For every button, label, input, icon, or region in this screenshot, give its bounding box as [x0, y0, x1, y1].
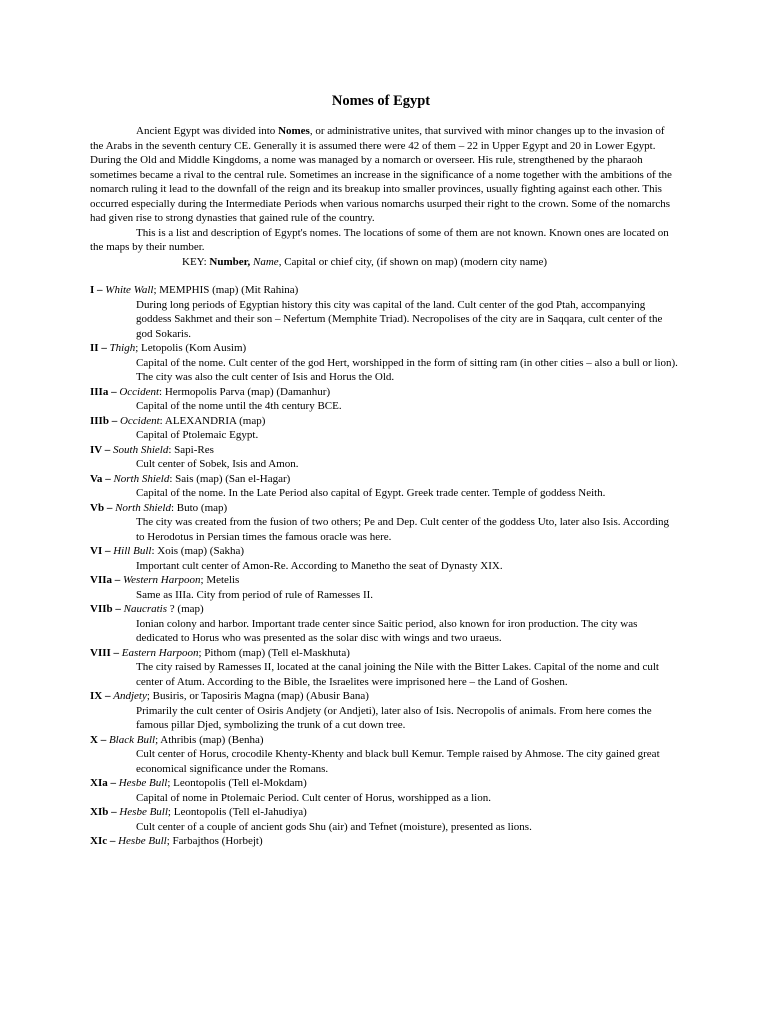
nome-separator: – — [107, 777, 119, 789]
nome-separator: – — [102, 545, 114, 557]
nome-entry-heading — [90, 573, 680, 588]
nome-entry-heading — [90, 544, 680, 559]
nome-name: Andjety — [113, 690, 147, 702]
nome-name: Naucratis — [123, 603, 168, 615]
nome-number: I — [90, 284, 95, 296]
nome-entry — [90, 689, 680, 733]
nome-name: Hesbe Bull — [118, 835, 167, 847]
key-rest: , Capital or chief city, (if shown on map) (modern city name) — [278, 255, 548, 268]
page-title: Nomes of Egypt — [331, 93, 431, 109]
nome-number: Va — [90, 472, 103, 485]
nome-description: Capital of the nome until the 4th century BCE. — [136, 400, 342, 412]
nome-separator: – — [98, 342, 110, 354]
nome-entry-heading — [90, 805, 680, 820]
nome-number: X — [90, 733, 98, 746]
nome-entry — [90, 733, 680, 777]
key-legend — [90, 255, 680, 270]
nome-capital: : Xois (map) (Sakha) — [151, 545, 244, 557]
nome-separator: – — [102, 690, 114, 702]
nome-description: The city was created from the fusion of two others; Pe and Dep. Cult center of the goddess Uto, later also Isis. According to Herodotus in Persian times the famous oracle was here. — [136, 516, 670, 543]
nome-name: North Shield — [113, 472, 170, 485]
nome-entry-heading — [90, 602, 680, 617]
nome-capital: ; Farbajthos (Horbejt) — [166, 835, 263, 847]
nome-entry — [90, 472, 680, 501]
nome-name: Occident — [119, 385, 160, 398]
nome-entry-heading — [90, 341, 680, 356]
nome-entry — [90, 544, 680, 573]
nome-entry — [90, 646, 680, 690]
nome-description: Capital of the nome. In the Late Period also capital of Egypt. Greek trade center. Temple of goddess Neith. — [136, 487, 606, 499]
nome-entry — [90, 834, 680, 849]
nome-separator: – — [112, 603, 124, 615]
nome-description: Cult center of Horus, crocodile Khenty-Khenty and black bull Kemur. Temple raised by Ahmose. The city gained great economical significance under the Romans. — [136, 748, 660, 775]
nome-entry-heading — [90, 834, 680, 849]
document-page — [90, 92, 680, 849]
nome-separator: – — [112, 574, 124, 586]
nome-name: Hesbe Bull — [118, 777, 168, 789]
intro-paragraph-1 — [90, 124, 680, 226]
nome-capital: ? (map) — [167, 603, 204, 615]
nome-entry-heading — [90, 689, 680, 704]
nome-description: Capital of nome in Ptolemaic Period. Cult center of Horus, worshipped as a lion. — [136, 791, 491, 804]
nome-separator: – — [102, 472, 114, 485]
nome-description: Cult center of a couple of ancient gods Shu (air) and Tefnet (moisture), presented as lions. — [136, 820, 532, 833]
intro-term-nomes: Nomes — [278, 125, 310, 137]
nome-description: Primarily the cult center of Osiris Andjety (or Andjeti), later also of Isis. Necropolis of animals. From here comes the famous pillar Djed, symbolizing the trunk of a cut down tree. — [136, 704, 652, 731]
nome-separator: – — [110, 646, 122, 659]
nome-entry — [90, 414, 680, 443]
nome-capital: ; Leontopolis (Tell el-Jahudiya) — [167, 806, 307, 818]
nome-description: Important cult center of Amon-Re. According to Manetho the seat of Dynasty XIX. — [136, 559, 503, 572]
nome-entry — [90, 776, 680, 805]
nome-number: IIIb — [90, 414, 109, 427]
key-name: Name — [253, 255, 279, 268]
nome-entry — [90, 341, 680, 385]
nome-number: XIb — [90, 806, 109, 818]
nome-separator: – — [107, 835, 119, 847]
nome-description: Capital of Ptolemaic Egypt. — [136, 429, 259, 441]
nome-separator: – — [97, 733, 109, 746]
nome-entry-heading — [90, 776, 680, 791]
nome-capital: ; MEMPHIS (map) (Mit Rahina) — [153, 284, 299, 296]
nome-separator: – — [102, 443, 114, 456]
nome-capital: : Sais (map) (San el-Hagar) — [169, 472, 291, 485]
nome-name: Hesbe Bull — [119, 806, 168, 818]
nome-name: White Wall — [105, 284, 154, 296]
nome-number: VIII — [90, 646, 111, 659]
nome-description: Ionian colony and harbor. Important trade center since Saitic period, also known for iron production. The city was dedicated to Horus who was presented as the solar disc with wings and two uraeus. — [136, 617, 638, 644]
nome-name: Thigh — [109, 342, 136, 354]
nome-separator: – — [94, 284, 106, 296]
nome-description: Same as IIIa. City from period of rule of Ramesses II. — [136, 588, 374, 601]
nome-number: II — [90, 342, 99, 354]
nome-name: Eastern Harpoon — [121, 646, 199, 659]
nome-name: Occident — [119, 414, 160, 427]
nome-entry — [90, 443, 680, 472]
nome-description: During long periods of Egyptian history this city was capital of the land. Cult center of the god Ptah, accompanying goddess Sakhmet and their son – Nefertum (Memphite Triad). Necropolises of the city are in Saqqara, cult center of the god Sokaris. — [136, 298, 663, 340]
nome-list — [90, 283, 680, 849]
nome-number: VI — [90, 545, 103, 557]
nome-entry — [90, 602, 680, 646]
nome-entry-heading — [90, 646, 680, 661]
nome-entry — [90, 385, 680, 414]
nome-capital: : Hermopolis Parva (map) (Damanhur) — [159, 385, 331, 398]
nome-entry-heading — [90, 385, 680, 400]
nome-capital: : Sapi-Res — [168, 443, 214, 456]
nome-name: Hill Bull — [113, 545, 152, 557]
nome-description: The city raised by Ramesses II, located at the canal joining the Nile with the Bitter Lakes. Capital of the nome and cult center of Atum. According to the Bible, the Israelites were imprisoned here – the Land of Goshen. — [136, 661, 659, 688]
nome-entry-heading — [90, 733, 680, 748]
nome-description: Capital of the nome. Cult center of the god Hert, worshipped in the form of sitting ram (in other cities – also a bull or lion). The city was also the cult center of Isis and Horus the Old. — [136, 356, 678, 383]
nome-capital: : Buto (map) — [170, 501, 228, 514]
nome-name: North Shield — [115, 501, 171, 514]
nome-capital: ; Leontopolis (Tell el-Mokdam) — [167, 777, 307, 789]
nome-capital: ; Athribis (map) (Benha) — [155, 733, 264, 746]
nome-entry-heading — [90, 472, 680, 487]
nome-entry-heading — [90, 443, 680, 458]
nome-separator: – — [108, 385, 120, 398]
key-number: Number, — [209, 255, 251, 268]
nome-number: XIa — [90, 777, 108, 789]
nome-separator: – — [104, 501, 116, 514]
nome-description: Cult center of Sobek, Isis and Amon. — [136, 458, 299, 470]
key-prefix: KEY: — [182, 255, 210, 268]
nome-name: Black Bull — [108, 733, 156, 746]
nome-capital: ; Busiris, or Taposiris Magna (map) (Abusir Bana) — [146, 690, 369, 702]
nome-number: IIIa — [90, 385, 109, 398]
nome-entry — [90, 283, 680, 341]
nome-number: IX — [90, 690, 103, 702]
intro-text-start: Ancient Egypt was divided into — [136, 125, 279, 137]
nome-entry — [90, 501, 680, 545]
intro-paragraph-2: This is a list and description of Egypt's nomes. The locations of some of them are not known. Known ones are located on the maps by their number. — [90, 226, 669, 253]
nome-separator: – — [108, 806, 120, 818]
nome-number: VIIb — [90, 603, 113, 615]
nome-capital: ; Pithom (map) (Tell el-Maskhuta) — [198, 646, 350, 659]
nome-entry-heading — [90, 414, 680, 429]
nome-number: VIIa — [90, 574, 113, 586]
intro-text-rest: , or administrative unites, that survived with minor changes up to the invasion of the Arabs in the seventh century CE. Generally it is assumed there were 42 of them – 22 in Upper Egypt and 20 in Lower Egypt. During the Old and Middle Kingdoms, a nome was managed by a nomarch or overseer. His rule, strengthened by the pharaoh sometimes became a rival to the central rule. Sometimes an increase in the significance of a nome together with the ambitions of the nomarch ruling it lead to the downfall of the reign and its breakup into smaller provinces, usually fighting against each other. This occurred especially during the Intermediate Periods when various nomarchs usurped their right to the crown. Some of the nomarchs had given rise to strong dynasties that gained rule of the country. — [90, 125, 672, 224]
nome-entry-heading — [90, 501, 680, 516]
nome-capital: ; Letopolis (Kom Ausim) — [135, 342, 247, 354]
nome-capital: : ALEXANDRIA (map) — [159, 414, 266, 427]
nome-entry — [90, 573, 680, 602]
nome-number: IV — [90, 443, 103, 456]
nome-name: Western Harpoon — [123, 574, 201, 586]
nome-name: South Shield — [113, 443, 169, 456]
nome-capital: ; Metelis — [200, 574, 240, 586]
nome-entry — [90, 805, 680, 834]
nome-number: XIc — [90, 835, 108, 847]
nome-separator: – — [108, 414, 120, 427]
nome-number: Vb — [90, 501, 105, 514]
nome-entry-heading — [90, 283, 680, 298]
